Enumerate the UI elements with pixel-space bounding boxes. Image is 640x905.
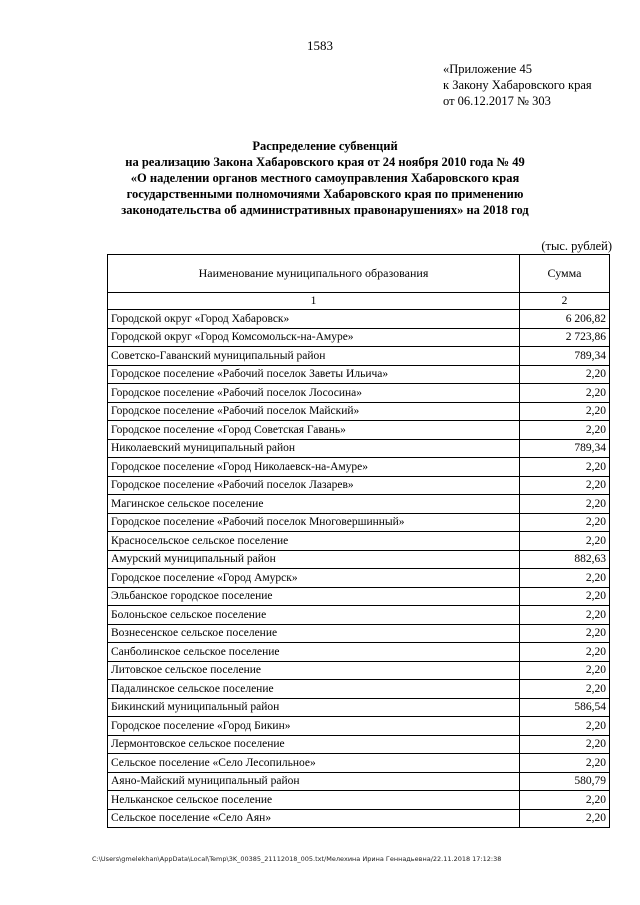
table-row <box>108 550 610 569</box>
subvention-amount: 2,20 <box>520 569 610 588</box>
subvention-amount: 2,20 <box>520 365 610 384</box>
subvention-amount: 2,20 <box>520 587 610 606</box>
subvention-amount: 586,54 <box>520 698 610 717</box>
subvention-amount: 2,20 <box>520 495 610 514</box>
subvention-amount: 2 723,86 <box>520 328 610 347</box>
table-row <box>108 458 610 477</box>
municipality-name: Бикинский муниципальный район <box>108 698 520 717</box>
table-row <box>108 772 610 791</box>
table-row <box>108 569 610 588</box>
subvention-amount: 2,20 <box>520 606 610 625</box>
municipality-name: Городской округ «Город Комсомольск-на-Амуре» <box>108 328 520 347</box>
subvention-amount: 2,20 <box>520 754 610 773</box>
municipality-name: Магинское сельское поселение <box>108 495 520 514</box>
municipality-name: Городское поселение «Город Бикин» <box>108 717 520 736</box>
subvention-amount: 2,20 <box>520 384 610 403</box>
subvention-amount: 2,20 <box>520 735 610 754</box>
table-row <box>108 791 610 810</box>
subvention-amount: 2,20 <box>520 402 610 421</box>
subvention-amount: 2,20 <box>520 661 610 680</box>
subvention-amount: 2,20 <box>520 809 610 828</box>
municipality-name: Сельское поселение «Село Аян» <box>108 809 520 828</box>
table-row <box>108 661 610 680</box>
subvention-amount: 2,20 <box>520 643 610 662</box>
table-row <box>108 365 610 384</box>
subvention-amount: 882,63 <box>520 550 610 569</box>
table-row <box>108 624 610 643</box>
table-row <box>108 513 610 532</box>
municipality-name: Советско-Гаванский муниципальный район <box>108 347 520 366</box>
municipality-name: Городское поселение «Рабочий поселок Заветы Ильича» <box>108 365 520 384</box>
municipality-name: Лермонтовское сельское поселение <box>108 735 520 754</box>
title-line: Распределение субвенций <box>252 139 398 153</box>
appendix-line: к Закону Хабаровского края <box>443 78 592 92</box>
subvention-amount: 6 206,82 <box>520 310 610 329</box>
table-row <box>108 402 610 421</box>
units-label: (тыс. рублей) <box>541 239 612 253</box>
subvention-amount: 2,20 <box>520 476 610 495</box>
subvention-amount: 789,34 <box>520 347 610 366</box>
subvention-amount: 2,20 <box>520 458 610 477</box>
municipality-name: Городское поселение «Город Советская Гавань» <box>108 421 520 440</box>
table-row <box>108 347 610 366</box>
table-row <box>108 809 610 828</box>
municipality-name: Нельканское сельское поселение <box>108 791 520 810</box>
municipality-name: Литовское сельское поселение <box>108 661 520 680</box>
municipality-name: Городское поселение «Рабочий поселок Лазарев» <box>108 476 520 495</box>
table-row <box>108 735 610 754</box>
municipality-name: Городское поселение «Город Амурск» <box>108 569 520 588</box>
subvention-amount: 2,20 <box>520 680 610 699</box>
municipality-name: Городское поселение «Рабочий поселок Многовершинный» <box>108 513 520 532</box>
header-amount: Сумма <box>520 255 610 293</box>
column-number: 1 <box>108 293 520 310</box>
table-row <box>108 643 610 662</box>
table-row <box>108 754 610 773</box>
municipality-name: Аяно-Майский муниципальный район <box>108 772 520 791</box>
subvention-amount: 789,34 <box>520 439 610 458</box>
subvention-amount: 2,20 <box>520 532 610 551</box>
table-row <box>108 587 610 606</box>
municipality-name: Болоньское сельское поселение <box>108 606 520 625</box>
title-line: государственными полномочиями Хабаровского края по применению <box>126 187 524 201</box>
subvention-table <box>107 254 610 828</box>
title-line: на реализацию Закона Хабаровского края от 24 ноября 2010 года № 49 <box>125 155 525 169</box>
appendix-reference <box>443 61 592 109</box>
municipality-name: Санболинское сельское поселение <box>108 643 520 662</box>
appendix-line: «Приложение 45 <box>443 62 532 76</box>
table-row <box>108 421 610 440</box>
table-header-row <box>108 255 610 293</box>
file-path-footer: C:\Users\gmelekhan\AppData\Local\Temp\3K_00385_21112018_005.txt/Мелехина Ирина Геннадьевна/22.11.2018 17:12:38 <box>92 855 502 863</box>
table-row <box>108 476 610 495</box>
municipality-name: Городской округ «Город Хабаровск» <box>108 310 520 329</box>
title-line: законодательства об административных правонарушениях» на 2018 год <box>121 203 529 217</box>
municipality-name: Городское поселение «Рабочий поселок Майский» <box>108 402 520 421</box>
table-row <box>108 680 610 699</box>
subvention-amount: 2,20 <box>520 624 610 643</box>
table-row <box>108 717 610 736</box>
table-row <box>108 532 610 551</box>
municipality-name: Красносельское сельское поселение <box>108 532 520 551</box>
municipality-name: Городское поселение «Город Николаевск-на-Амуре» <box>108 458 520 477</box>
subvention-amount: 2,20 <box>520 421 610 440</box>
table-row <box>108 439 610 458</box>
column-number: 2 <box>520 293 610 310</box>
municipality-name: Амурский муниципальный район <box>108 550 520 569</box>
municipality-name: Падалинское сельское поселение <box>108 680 520 699</box>
municipality-name: Эльбанское городское поселение <box>108 587 520 606</box>
municipality-name: Городское поселение «Рабочий поселок Лососина» <box>108 384 520 403</box>
title-line: «О наделении органов местного самоуправления Хабаровского края <box>130 171 520 185</box>
appendix-line: от 06.12.2017 № 303 <box>443 94 551 108</box>
municipality-name: Сельское поселение «Село Лесопильное» <box>108 754 520 773</box>
subvention-amount: 2,20 <box>520 717 610 736</box>
column-number-row <box>108 293 610 310</box>
subvention-amount: 2,20 <box>520 513 610 532</box>
header-municipality: Наименование муниципального образования <box>108 255 520 293</box>
municipality-name: Вознесенское сельское поселение <box>108 624 520 643</box>
table-row <box>108 328 610 347</box>
subvention-amount: 580,79 <box>520 772 610 791</box>
table-row <box>108 698 610 717</box>
municipality-name: Николаевский муниципальный район <box>108 439 520 458</box>
table-row <box>108 495 610 514</box>
table-row <box>108 606 610 625</box>
subvention-amount: 2,20 <box>520 791 610 810</box>
document-title <box>95 138 555 218</box>
table-row <box>108 384 610 403</box>
table-row <box>108 310 610 329</box>
page-number: 1583 <box>307 38 333 53</box>
